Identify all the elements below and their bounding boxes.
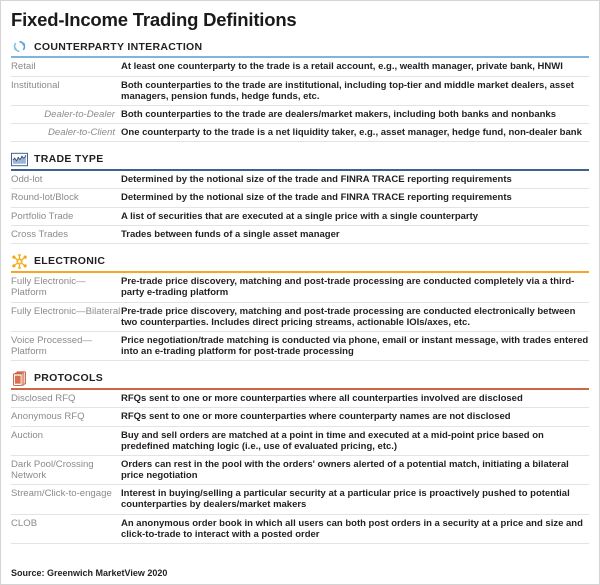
section-title: ELECTRONIC: [34, 255, 106, 268]
definition-description: Determined by the notional size of the trade and FINRA TRACE reporting requirements: [121, 171, 589, 189]
section-header: [11, 151, 589, 168]
source-note: Source: Greenwich MarketView 2020: [11, 568, 168, 578]
section-trade-type: [11, 151, 589, 244]
table-row: [11, 124, 589, 142]
definition-description: Pre-trade price discovery, matching and post-trade processing are conducted electronically between two counterparties. Includes direct pricing streams, actionable IOIs/axes, etc.: [121, 302, 589, 331]
table-row: [11, 207, 589, 225]
definition-term: Portfolio Trade: [11, 207, 121, 225]
sync-arrows-icon: [11, 39, 28, 54]
table-row: [11, 408, 589, 426]
definition-term: Voice Processed—Platform: [11, 331, 121, 360]
section-title: PROTOCOLS: [34, 372, 104, 385]
definition-term: Fully Electronic—Bilateral: [11, 302, 121, 331]
definition-term: Round-lot/Block: [11, 189, 121, 207]
definition-description: Pre-trade price discovery, matching and post-trade processing are conducted completely via a third-party e-trading platform: [121, 273, 589, 302]
table-row: [11, 302, 589, 331]
definition-term: Dealer-to-Dealer: [11, 105, 121, 123]
definition-description: Determined by the notional size of the trade and FINRA TRACE reporting requirements: [121, 189, 589, 207]
definition-term: Stream/Click-to-engage: [11, 485, 121, 514]
definition-description: Trades between funds of a single asset manager: [121, 225, 589, 243]
definition-term: CLOB: [11, 514, 121, 543]
definition-term: Auction: [11, 426, 121, 455]
definition-description: RFQs sent to one or more counterparties where all counterparties involved are disclosed: [121, 390, 589, 408]
definition-term: Dark Pool/Crossing Network: [11, 455, 121, 484]
network-nodes-icon: [11, 254, 28, 269]
table-row: [11, 273, 589, 302]
section-spacer: [11, 244, 589, 253]
definition-term: Dealer-to-Client: [11, 124, 121, 142]
definition-term: Retail: [11, 58, 121, 76]
section-protocols: [11, 370, 589, 544]
line-chart-icon: [11, 152, 28, 167]
stacked-documents-icon: [11, 371, 28, 386]
section-header: [11, 38, 589, 55]
definition-term: Anonymous RFQ: [11, 408, 121, 426]
definition-description: An anonymous order book in which all users can both post orders in a security at a price and size and click-to-trade to interact with a posted order: [121, 514, 589, 543]
definitions-table: [11, 58, 589, 142]
section-header: [11, 370, 589, 387]
definition-term: Institutional: [11, 76, 121, 105]
definition-description: Interest in buying/selling a particular security at a particular price is proactively pushed to potential counterparties by dealers/market makers: [121, 485, 589, 514]
definition-description: Buy and sell orders are matched at a point in time and executed at a mid-point price based on predefined matching logic (i.e., use of evaluated pricing, etc.): [121, 426, 589, 455]
section-counterparty-interaction: [11, 38, 589, 142]
definition-term: Disclosed RFQ: [11, 390, 121, 408]
definitions-table: [11, 273, 589, 361]
table-row: [11, 189, 589, 207]
definition-description: Orders can rest in the pool with the orders' owners alerted of a potential match, initiating a bilateral price negotiation: [121, 455, 589, 484]
section-header: [11, 253, 589, 270]
definition-term: Fully Electronic—Platform: [11, 273, 121, 302]
table-row: [11, 485, 589, 514]
table-row: [11, 58, 589, 76]
table-row: [11, 331, 589, 360]
definitions-table: [11, 390, 589, 544]
definition-description: One counterparty to the trade is a net liquidity taker, e.g., asset manager, hedge fund, non-dealer bank: [121, 124, 589, 142]
table-row: [11, 455, 589, 484]
sections-container: [11, 38, 589, 543]
definition-description: Both counterparties to the trade are dealers/market makers, including both banks and nonbanks: [121, 105, 589, 123]
definition-description: Both counterparties to the trade are institutional, including top-tier and middle market dealers, asset managers, pension funds, hedge funds, etc.: [121, 76, 589, 105]
table-row: [11, 76, 589, 105]
definition-description: At least one counterparty to the trade is a retail account, e.g., wealth manager, private bank, HNWI: [121, 58, 589, 76]
section-electronic: [11, 253, 589, 361]
section-title: COUNTERPARTY INTERACTION: [34, 40, 203, 53]
definition-term: Odd-lot: [11, 171, 121, 189]
definition-description: A list of securities that are executed at a single price with a single counterparty: [121, 207, 589, 225]
table-row: [11, 171, 589, 189]
page-title: Fixed-Income Trading Definitions: [11, 9, 297, 30]
table-row: [11, 225, 589, 243]
definition-term: Cross Trades: [11, 225, 121, 243]
section-spacer: [11, 142, 589, 151]
definitions-table: [11, 171, 589, 244]
definition-description: RFQs sent to one or more counterparties where counterparty names are not disclosed: [121, 408, 589, 426]
table-row: [11, 426, 589, 455]
table-row: [11, 390, 589, 408]
definition-description: Price negotiation/trade matching is conducted via phone, email or instant message, with trades entered into an e-trading platform for post-trade processing: [121, 331, 589, 360]
section-spacer: [11, 361, 589, 370]
table-row: [11, 514, 589, 543]
table-row: [11, 105, 589, 123]
section-title: TRADE TYPE: [34, 153, 104, 166]
